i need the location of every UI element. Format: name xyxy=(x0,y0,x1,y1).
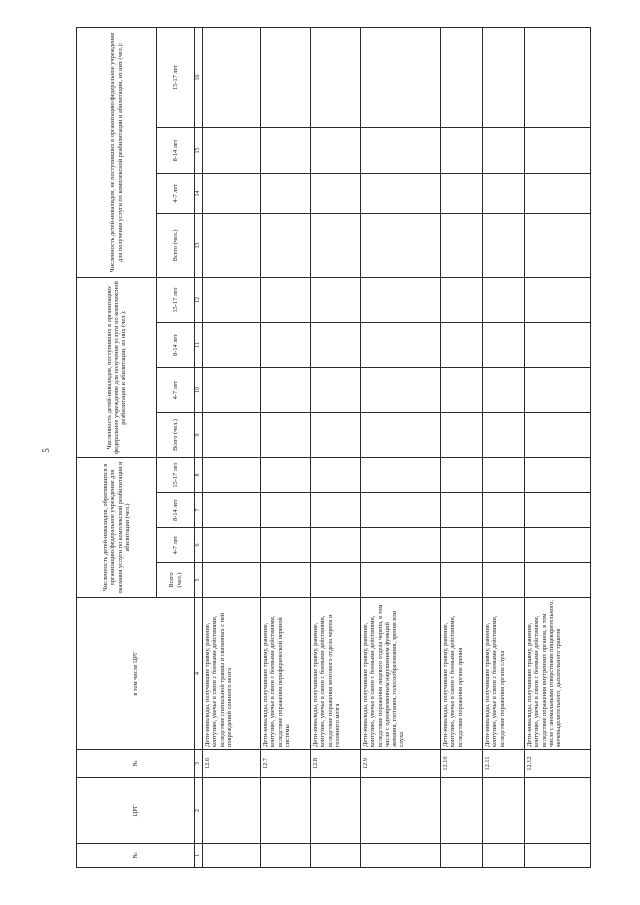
header-applied-group: Численность детей-инвалидов, обратившихся в организацию/федеральное учреждение для оказания услуги по комплексной реабилитации и абилитации (чел.) xyxy=(77,458,157,598)
row-description: Дети-инвалиды, получившие травму, ранение, контузию, увечье в связи с боевыми действиями, вследствие поражения лицевого отдела черепа, в том числе с одновременным нарушением функций жевания, глотания, голосообразования, зрения или слуха xyxy=(361,598,441,750)
column-number: 14 xyxy=(195,173,203,213)
table-row xyxy=(311,27,361,867)
header-admitted-4-7: 4-7 лет xyxy=(157,368,195,413)
header-waiting-group: Численность детей-инвалидов, не поступивших в организацию/федеральное учреждение для получения услуги по комплексной реабилитации и абилитации, из них (чел.): xyxy=(77,27,157,277)
row-code: 12.9 xyxy=(361,750,441,778)
column-number: 16 xyxy=(195,27,203,127)
header-waiting-8-14: 8-14 лет xyxy=(157,127,195,173)
header-waiting-total: Всего (чел.) xyxy=(157,213,195,277)
header-admitted-8-14: 8-14 лет xyxy=(157,323,195,368)
row-code: 12.12 xyxy=(525,750,591,778)
header-admitted-group: Численность детей-инвалидов, поступивших в организацию/федеральное учреждение для получения услуги по комплексной реабилитации и абилитации, из них (чел.): xyxy=(77,277,157,457)
table-row xyxy=(441,27,483,867)
table-row xyxy=(361,27,441,867)
row-description: Дети-инвалиды, получившие травму, ранение, контузию, увечье в связи с боевыми действиями, вследствие поражения внутренних органов, в том числе с аномальными отверстиями пищеварительного, мочевыделительного, дыхательного трактов xyxy=(525,598,591,750)
column-number: 2 xyxy=(195,778,203,844)
column-number-row xyxy=(195,27,203,867)
column-number: 8 xyxy=(195,458,203,493)
header-crg: ЦРГ xyxy=(77,778,195,844)
header-sub-number: № xyxy=(77,750,195,778)
page-number: 5 xyxy=(40,448,51,453)
rehabilitation-table xyxy=(76,27,591,868)
row-code: 12.8 xyxy=(311,750,361,778)
header-applied-4-7: 4-7 лет xyxy=(157,528,195,563)
row-code: 12.6 xyxy=(203,750,261,778)
header-applied-total: Всего (чел.) xyxy=(157,563,195,598)
column-number: 9 xyxy=(195,413,203,458)
column-number: 7 xyxy=(195,493,203,528)
header-waiting-4-7: 4-7 лет xyxy=(157,173,195,213)
column-number: 15 xyxy=(195,127,203,173)
table-row xyxy=(203,27,261,867)
row-code: 12.7 xyxy=(261,750,311,778)
column-number: 1 xyxy=(195,844,203,868)
column-number: 5 xyxy=(195,563,203,598)
rotated-table-container xyxy=(76,28,586,868)
header-applied-15-17: 15-17 лет xyxy=(157,458,195,493)
column-number: 6 xyxy=(195,528,203,563)
row-description: Дети-инвалиды, получившие травму, ранение, контузию, увечье в связи с боевыми действиями, вследствие спинальной травмы и связанных с ней повреждений спинного мозга xyxy=(203,598,261,750)
column-number: 10 xyxy=(195,368,203,413)
row-description: Дети-инвалиды, получившие травму, ранение, контузию, увечье в связи с боевыми действиями, вследствие поражения периферической нервной системы xyxy=(261,598,311,750)
row-description: Дети-инвалиды, получившие травму, ранение, контузию, увечье в связи с боевыми действиями, вследствие поражения органа слуха xyxy=(483,598,525,750)
table-row xyxy=(483,27,525,867)
header-row-number: № xyxy=(77,844,195,868)
header-waiting-15-17: 15-17 лет xyxy=(157,27,195,127)
row-code: 12.11 xyxy=(483,750,525,778)
column-number: 3 xyxy=(195,750,203,778)
table-row xyxy=(261,27,311,867)
row-description: Дети-инвалиды, получившие травму, ранение, контузию, увечье в связи с боевыми действиями, вследствие поражения мозгового отдела черепа и головного мозга xyxy=(311,598,361,750)
header-sub-crg: в том числе ЦРГ xyxy=(77,598,195,750)
header-applied-8-14: 8-14 лет xyxy=(157,493,195,528)
table-row xyxy=(525,27,591,867)
column-number: 13 xyxy=(195,213,203,277)
header-admitted-15-17: 15-17 лет xyxy=(157,277,195,322)
row-code: 12.10 xyxy=(441,750,483,778)
header-admitted-total: Всего (чел.) xyxy=(157,413,195,458)
column-number: 4 xyxy=(195,598,203,750)
column-number: 12 xyxy=(195,277,203,322)
row-description: Дети-инвалиды, получившие травму, ранение, контузию, увечье в связи с боевыми действиями, вследствие поражения органа зрения xyxy=(441,598,483,750)
column-number: 11 xyxy=(195,323,203,368)
